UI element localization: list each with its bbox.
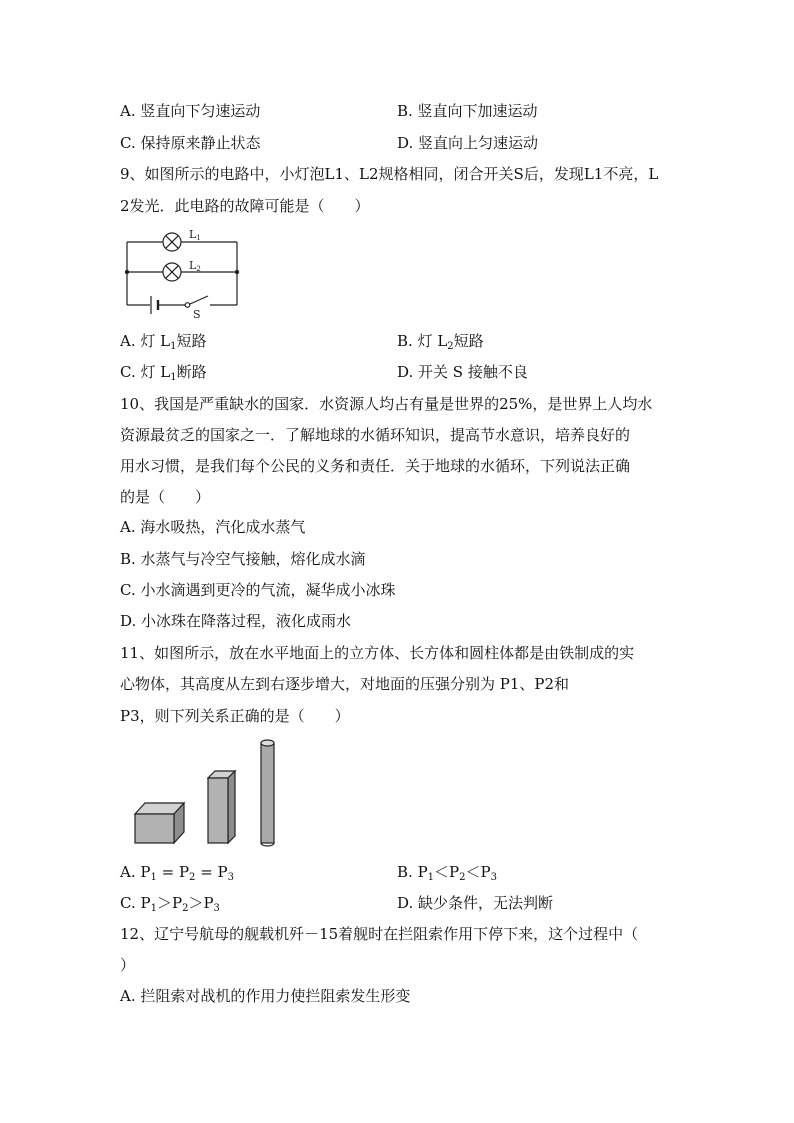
option-8a: A. 竖直向下匀速运动	[120, 102, 261, 120]
lamp2-label: L	[189, 259, 197, 272]
option-9c: C. 灯 $L_1$断路	[120, 363, 207, 383]
svg-text:L1	[189, 228, 201, 242]
option-10d: D. 小冰珠在降落过程，液化成雨水	[120, 612, 352, 630]
option-10b: B. 水蒸气与冷空气接触，熔化成水滴	[120, 550, 366, 568]
option-8b: B. 竖直向下加速运动	[397, 102, 538, 120]
lamp2-subscript: 2	[196, 265, 201, 273]
option-8d: D. 竖直向上匀速运动	[397, 134, 539, 152]
question-10-stem-line1: 10、我国是严重缺水的国家．水资源人均占有量是世界的25%，是世界上人均水	[120, 395, 653, 413]
option-8c: C. 保持原来静止状态	[120, 134, 261, 152]
option-11d: D. 缺少条件，无法判断	[397, 894, 554, 912]
lamp1-label: L	[189, 228, 197, 241]
option-9d: D. 开关 S 接触不良	[397, 363, 528, 381]
question-11-stem-line1: 11、如图所示，放在水平地面上的立方体、长方体和圆柱体都是由铁制成的实	[120, 644, 635, 662]
question-9-stem-line1: 9、如图所示的电路中，小灯泡L1、L2规格相同，闭合开关S后，发现L1不亮，L	[120, 165, 659, 183]
question-10-stem-line4: 的是（ ）	[120, 488, 211, 506]
question-10-stem-line2: 资源最贫乏的国家之一．了解地球的水循环知识，提高节水意识，培养良好的	[120, 426, 631, 444]
option-11a: A. $P_1 = P_2 = P_3$	[120, 863, 234, 883]
question-11-stem-line2: 心物体，其高度从左到右逐步增大，对地面的压强分别为 P1、P2和	[120, 675, 570, 693]
question-11-stem-line3: P3，则下列关系正确的是（ ）	[120, 707, 350, 725]
question-12-stem-line2: ）	[120, 956, 136, 974]
solids-figure	[130, 736, 290, 851]
circuit-diagram	[118, 226, 258, 321]
option-10a: A. 海水吸热，汽化成水蒸气	[120, 518, 306, 536]
switch-label: S	[193, 308, 201, 321]
question-10-stem-line3: 用水习惯，是我们每个公民的义务和责任．关于地球的水循环，下列说法正确	[120, 457, 631, 475]
question-9-stem-line2: 2发光．此电路的故障可能是（ ）	[120, 197, 370, 215]
option-9b: B. 灯 $L_2$短路	[397, 332, 484, 352]
svg-text:L2	[189, 259, 201, 273]
question-12-stem-line1: 12、辽宁号航母的舰载机歼－15着舰时在拦阻索作用下停下来，这个过程中（	[120, 925, 639, 943]
lamp1-subscript: 1	[196, 234, 201, 242]
option-11c: C. $P_1>P_2>P_3$	[120, 894, 220, 914]
option-11b: B. $P_1<P_2<P_3$	[397, 863, 497, 883]
option-9a: A. 灯 $L_1$短路	[120, 332, 207, 352]
option-10c: C. 小水滴遇到更冷的气流，凝华成小冰珠	[120, 581, 396, 599]
option-12a: A. 拦阻索对战机的作用力使拦阻索发生形变	[120, 987, 411, 1005]
